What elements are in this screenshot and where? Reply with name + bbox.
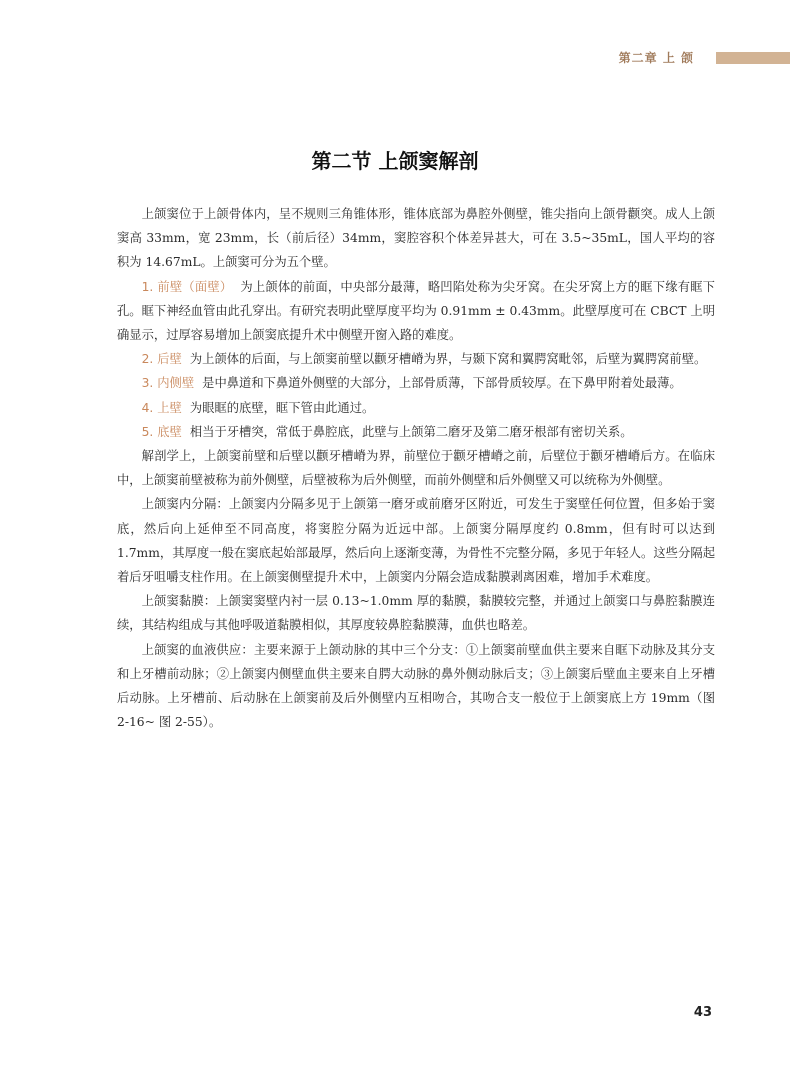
paragraph-wall-1	[117, 275, 715, 348]
wall-1-label: 1. 前壁（面壁）	[141, 279, 233, 294]
section-title: 第二节 上颌窦解剖	[311, 149, 479, 173]
wall-2-text: 为上颌体的后面，与上颌窦前壁以颧牙槽嵴为界，与颞下窝和翼腭窝毗邻，后壁为翼腭窝前壁。	[189, 352, 707, 367]
paragraph-clinical: 解剖学上，上颌窦前壁和后壁以颧牙槽嵴为界，前壁位于颧牙槽嵴之前，后壁位于颧牙槽嵴后方。在临床中，上颌窦前壁被称为前外侧壁，后壁被称为后外侧壁，而前外侧壁和后外侧壁又可以统称为外侧壁。	[117, 449, 715, 488]
page-number: 43	[693, 1005, 712, 1020]
wall-5-text: 相当于牙槽突，常低于鼻腔底，此壁与上颌第二磨牙及第二磨牙根部有密切关系。	[189, 424, 633, 439]
chapter-title: 第二章 上 颌	[618, 51, 694, 65]
wall-2-label: 2. 后壁	[141, 352, 182, 367]
paragraph-intro: 上颌窦位于上颌骨体内，呈不规则三角锥体形，锥体底部为鼻腔外侧壁，锥尖指向上颌骨颧突。成人上颌窦高 33mm，宽 23mm，长（前后径）34mm，窦腔容积个体差异甚大，可在 3.5~35mL，国人平均的容积为 14.67mL。上颌窦可分为五个壁。	[117, 207, 715, 270]
wall-1-text: 为上颌体的前面，中央部分最薄，略凹陷处称为尖牙窝。在尖牙窝上方的眶下缘有眶下孔。眶下神经血管由此孔穿出。有研究表明此壁厚度平均为 0.91mm ± 0.43mm。此壁厚度可在 CBCT 上明确显示，过厚容易增加上颌窦底提升术中侧壁开窗入路的难度。	[117, 279, 715, 343]
header-color-bar	[716, 52, 790, 64]
wall-5-label: 5. 底壁	[141, 424, 182, 439]
paragraph-wall-3	[117, 371, 715, 395]
running-header	[0, 50, 790, 66]
paragraph-blood-supply: 上颌窦的血液供应：主要来源于上颌动脉的其中三个分支：①上颌窦前壁血供主要来自眶下动脉及其分支和上牙槽前动脉；②上颌窦内侧壁血供主要来自腭大动脉的鼻外侧动脉后支；③上颌窦后壁血主要来自上牙槽后动脉。上牙槽前、后动脉在上颌窦前及后外侧壁内互相吻合，其吻合支一般位于上颌窦底上方 19mm（图 2-16~ 图 2-55）。	[117, 642, 715, 730]
wall-3-label: 3. 内侧壁	[141, 376, 195, 391]
paragraph-wall-4	[117, 396, 715, 420]
wall-4-label: 4. 上壁	[141, 400, 182, 415]
wall-4-text: 为眼眶的底壁，眶下管由此通过。	[189, 400, 375, 415]
paragraph-septa: 上颌窦内分隔：上颌窦内分隔多见于上颌第一磨牙或前磨牙区附近，可发生于窦壁任何位置，但多始于窦底，然后向上延伸至不同高度，将窦腔分隔为近远中部。上颌窦分隔厚度约 0.8mm，但有时可以达到 1.7mm，其厚度一般在窦底起始部最厚，然后向上逐渐变薄，为骨性不完整分隔，多见于年轻人。这些分隔起着后牙咀嚼支柱作用。在上颌窦侧壁提升术中，上颌窦内分隔会造成黏膜剥离困难，增加手术难度。	[117, 497, 715, 585]
paragraph-mucosa: 上颌窦黏膜：上颌窦窦壁内衬一层 0.13~1.0mm 厚的黏膜，黏膜较完整，并通过上颌窦口与鼻腔黏膜连续，其结构组成与其他呼吸道黏膜相似，其厚度较鼻腔黏膜薄，血供也略差。	[117, 594, 715, 633]
body-text	[117, 202, 715, 734]
wall-3-text: 是中鼻道和下鼻道外侧壁的大部分，上部骨质薄，下部骨质较厚。在下鼻甲附着处最薄。	[202, 376, 682, 391]
paragraph-wall-2	[117, 347, 715, 371]
paragraph-wall-5	[117, 420, 715, 444]
